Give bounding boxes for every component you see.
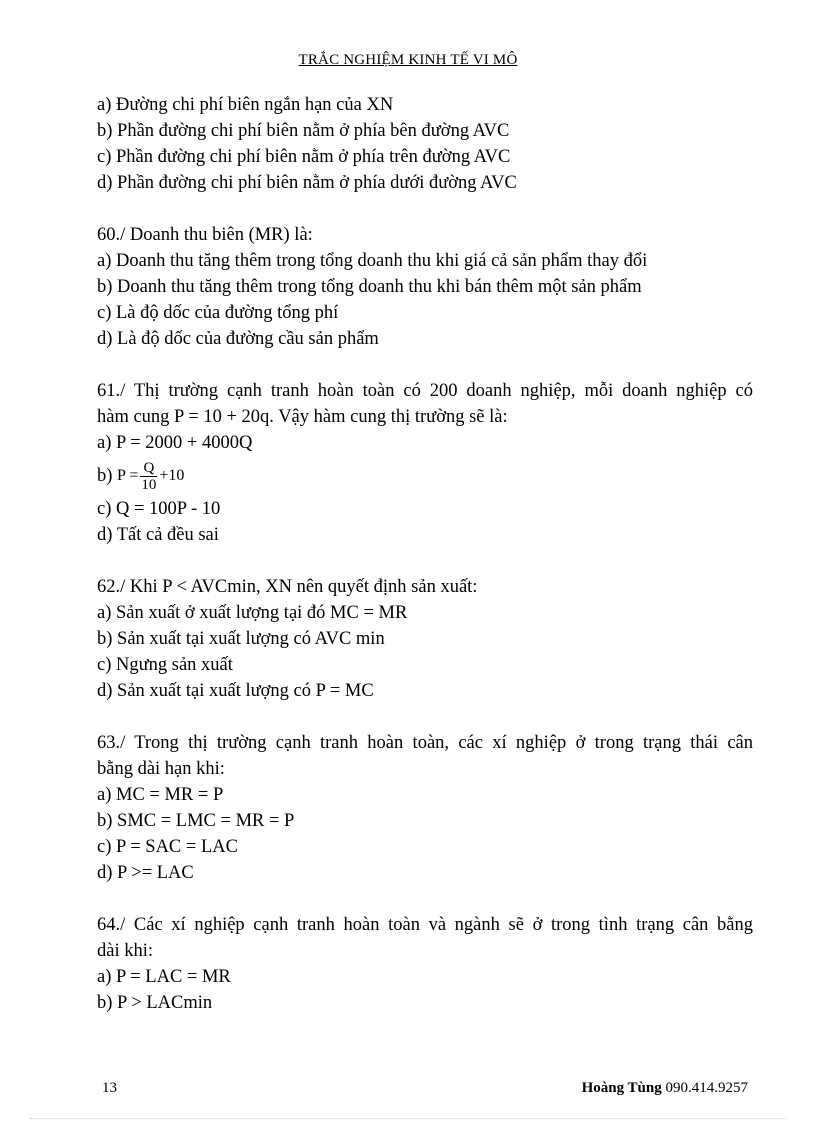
q62-option-c: c) Ngưng sản xuất [97,655,233,675]
document-body [97,92,753,1016]
q59-option-a: a) Đường chi phí biên ngắn hạn của XN [97,95,394,115]
q59-option-b: b) Phần đường chi phí biên nằm ở phía bên đường AVC [97,121,510,141]
q63-option-a: a) MC = MR = P [97,785,224,805]
q63-option-b: b) SMC = LMC = MR = P [97,811,295,831]
q59-option-d: d) Phần đường chi phí biên nằm ở phía dưới đường AVC [97,173,517,193]
fraction-denominator: 10 [141,476,157,493]
q61-option-c: c) Q = 100P - 10 [97,499,221,519]
q61-option-b-rhs: +10 [159,467,185,484]
author-phone: 090.414.9257 [665,1080,748,1096]
page-bottom-divider [30,1118,786,1119]
q60-option-b: b) Doanh thu tăng thêm trong tổng doanh thu khi bán thêm một sản phẩm [97,277,642,297]
q62-question: 62./ Khi P < AVCmin, XN nên quyết định sản xuất: [97,577,478,597]
q61-question-line1: 61./ Thị trường cạnh tranh hoàn toàn có 200 doanh nghiệp, mỗi doanh nghiệp có [97,381,753,401]
page-header: TRẮC NGHIỆM KINH TẾ VI MÔ [298,52,518,68]
q61-option-b-fraction [140,460,157,493]
fraction-numerator: Q [143,459,155,476]
author-info [582,1080,748,1097]
q61-option-b-lhs: P = [117,467,139,484]
q61-option-b-label: b) [97,465,113,486]
q59-option-c: c) Phần đường chi phí biên nằm ở phía trên đường AVC [97,147,511,167]
q63-question-line1: 63./ Trong thị trường cạnh tranh hoàn toàn, các xí nghiệp ở trong trạng thái cân [97,733,753,753]
q64-option-b: b) P > LACmin [97,993,213,1013]
q61-question-line2: hàm cung P = 10 + 20q. Vậy hàm cung thị trường sẽ là: [97,407,508,427]
q62-option-d: d) Sản xuất tại xuất lượng có P = MC [97,681,374,701]
author-name: Hoàng Tùng [581,1080,662,1096]
page-number: 13 [102,1080,117,1096]
q61-option-a: a) P = 2000 + 4000Q [97,433,253,453]
q60-option-a: a) Doanh thu tăng thêm trong tổng doanh thu khi giá cả sản phẩm thay đổi [97,251,648,271]
q62-option-b: b) Sản xuất tại xuất lượng có AVC min [97,629,385,649]
q64-question-line2: dài khi: [97,941,154,961]
q64-question-line1: 64./ Các xí nghiệp cạnh tranh hoàn toàn và ngành sẽ ở trong tình trạng cân bằng [97,915,753,935]
q63-option-c: c) P = SAC = LAC [97,837,238,857]
q61-option-d: d) Tất cả đều sai [97,525,219,545]
q61-option-b [97,456,753,496]
q64-option-a: a) P = LAC = MR [97,967,231,987]
q63-question-line2: bằng dài hạn khi: [97,759,225,779]
q63-option-d: d) P >= LAC [97,863,194,883]
q62-option-a: a) Sản xuất ở xuất lượng tại đó MC = MR [97,603,408,623]
q60-question: 60./ Doanh thu biên (MR) là: [97,225,313,245]
q60-option-d: d) Là độ dốc của đường cầu sản phẩm [97,329,379,349]
q60-option-c: c) Là độ dốc của đường tổng phí [97,303,339,323]
